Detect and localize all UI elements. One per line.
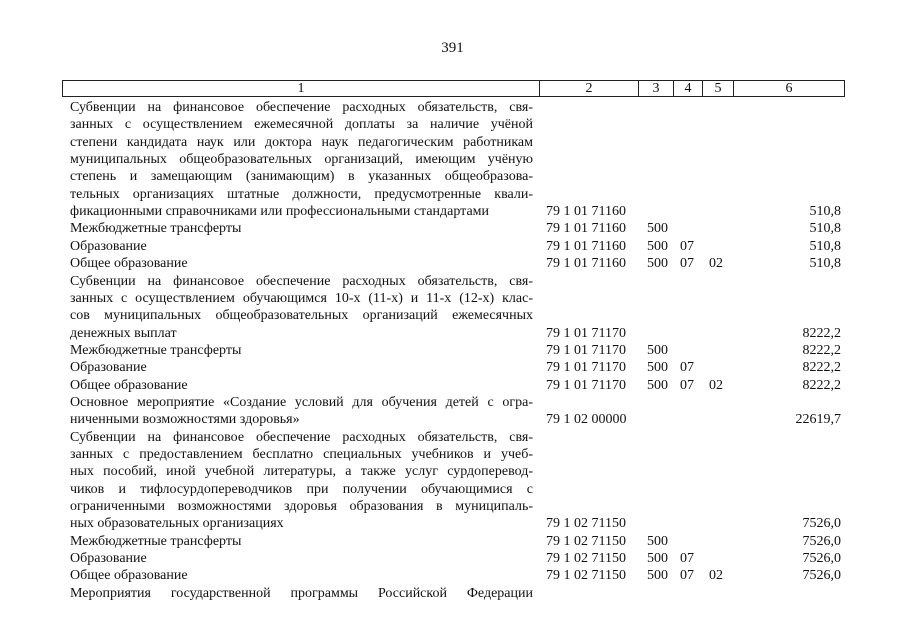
row-text-line: Образование [70, 238, 147, 254]
row-text-line: Межбюджетные трансферты [70, 221, 242, 237]
amount-cell: 8222,2 [802, 325, 841, 341]
row-text-line: муниципальных общеобразовательных организаций, имеющим учёную [70, 152, 533, 168]
code-cell: 79 1 01 71160 [546, 238, 626, 254]
code-cell: 79 1 01 71170 [546, 360, 626, 376]
row-text-line: Образование [70, 551, 147, 567]
amount-cell: 8222,2 [802, 377, 841, 393]
amount-cell: 22619,7 [795, 412, 841, 428]
code-cell: 79 1 01 71170 [546, 377, 626, 393]
col5-cell: 02 [709, 568, 723, 584]
code-cell: 79 1 01 71160 [546, 204, 626, 220]
row-text-line: Субвенции на финансовое обеспечение расходных обязательств, свя- [70, 429, 533, 445]
code-cell: 79 1 02 71150 [546, 568, 626, 584]
code-cell: 79 1 01 71160 [546, 221, 626, 237]
row-text-line: ниченными возможностями здоровья» [70, 412, 300, 428]
row-text-line: занных с предоставлением бесплатно специальных учебников и учеб- [70, 447, 533, 462]
col4-cell: 07 [680, 568, 694, 584]
col4-cell: 07 [680, 360, 694, 376]
col5-cell: 02 [709, 377, 723, 393]
row-text-line: ограниченными возможностями здоровья образования в муниципаль- [70, 499, 533, 515]
col3-cell: 500 [647, 551, 668, 567]
row-text-line: Общее образование [70, 568, 188, 584]
code-cell: 79 1 01 71160 [546, 256, 626, 272]
row-text-line: фикационными справочниками или профессиональными стандартами [70, 204, 490, 220]
row-text-line: тельных организациях штатные должности, предусмотренные квали- [70, 186, 533, 202]
row-text-line: Субвенции на финансовое обеспечение расходных обязательств, свя- [70, 100, 533, 115]
col3-cell: 500 [647, 568, 668, 584]
page-number: 391 [441, 40, 464, 56]
row-text-line: Общее образование [70, 256, 188, 272]
row-text-line: Межбюджетные трансферты [70, 342, 242, 358]
amount-cell: 510,8 [809, 238, 841, 254]
col3-cell: 500 [647, 256, 668, 272]
code-cell: 79 1 02 71150 [546, 533, 626, 549]
amount-cell: 7526,0 [802, 551, 841, 567]
col3-cell: 500 [647, 533, 668, 549]
row-text-line: занных с осуществлением обучающимся 10-х (11-х) и 11-х (12-х) клас- [70, 290, 533, 306]
amount-cell: 510,8 [809, 221, 841, 237]
code-cell: 79 1 01 71170 [546, 342, 626, 358]
row-text-line: ных образовательных организациях [70, 516, 284, 532]
col3-cell: 500 [647, 377, 668, 393]
header-col-4: 4 [684, 81, 692, 96]
table-header [62, 80, 845, 97]
col4-cell: 07 [680, 238, 694, 254]
row-text-line: степени кандидата наук или доктора наук педагогическим работникам [70, 134, 533, 150]
col3-cell: 500 [647, 342, 668, 358]
row-text-line: Образование [70, 360, 147, 376]
row-text-line: степень и замещающим (занимающим) в указанных общеобразова- [70, 169, 533, 185]
header-col-1: 1 [297, 81, 305, 96]
row-text-line: занных с осуществлением ежемесячной доплаты за наличие учёной [70, 117, 533, 133]
amount-cell: 7526,0 [802, 533, 841, 549]
col4-cell: 07 [680, 377, 694, 393]
row-text-line: Субвенции на финансовое обеспечение расходных обязательств, свя- [70, 273, 533, 289]
amount-cell: 7526,0 [802, 516, 841, 532]
row-text-line: денежных выплат [70, 325, 177, 341]
col4-cell: 07 [680, 256, 694, 272]
row-text-line: сов муниципальных общеобразовательных организаций ежемесячных [70, 308, 533, 324]
row-text-line: Основное мероприятие «Создание условий для обучения детей с огра- [70, 394, 533, 410]
row-text-line: Мероприятия государственной программы Российской Федерации [70, 585, 533, 601]
amount-cell: 510,8 [809, 204, 841, 220]
header-col-6: 6 [785, 81, 793, 96]
col3-cell: 500 [647, 221, 668, 237]
amount-cell: 8222,2 [802, 342, 841, 358]
amount-cell: 510,8 [809, 256, 841, 272]
amount-cell: 7526,0 [802, 568, 841, 584]
header-col-2: 2 [585, 81, 593, 96]
amount-cell: 8222,2 [802, 360, 841, 376]
header-col-5: 5 [714, 81, 722, 96]
code-cell: 79 1 01 71170 [546, 325, 626, 341]
row-text-line: Общее образование [70, 377, 188, 393]
code-cell: 79 1 02 00000 [546, 412, 627, 428]
col4-cell: 07 [680, 551, 694, 567]
col5-cell: 02 [709, 256, 723, 272]
col3-cell: 500 [647, 360, 668, 376]
row-text-line: чиков и тифлосурдопереводчиков при получении обучающимися с [70, 481, 533, 497]
code-cell: 79 1 02 71150 [546, 516, 626, 532]
header-col-3: 3 [652, 81, 660, 96]
row-text-line: ных пособий, иной учебной литературы, а также услуг сурдоперевод- [70, 464, 533, 480]
code-cell: 79 1 02 71150 [546, 551, 626, 567]
row-text-line: Межбюджетные трансферты [70, 533, 242, 549]
col3-cell: 500 [647, 238, 668, 254]
